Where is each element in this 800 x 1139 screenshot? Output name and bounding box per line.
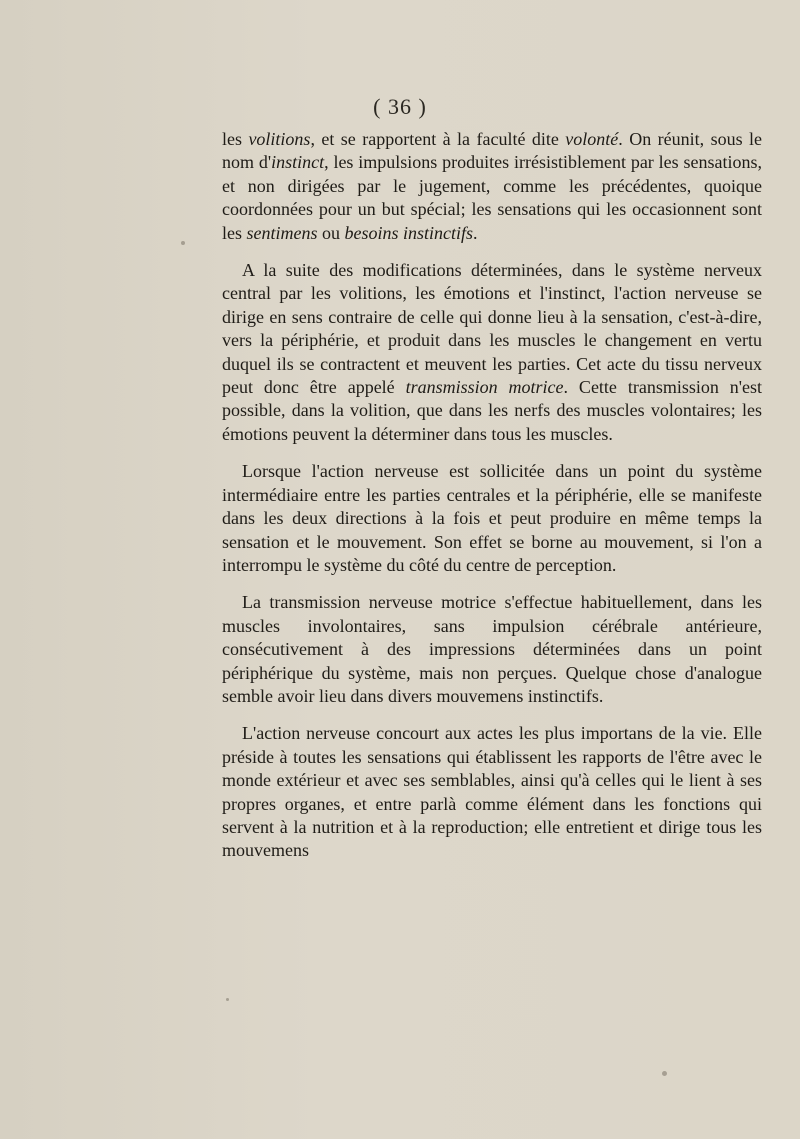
text-run: L'action nerveuse concourt aux actes les plus importans de la vie. Elle préside à toutes les sensations qui établissent les rapports de l'être avec le monde extérieur et avec ses semblables, ainsi qu'à celles qui le lient à ses propres organes, et entre parlà comme élément dans les fonctions qui servent à la nutrition et à la reproduction; elle entretient et dirige tous les mouvemens	[222, 723, 762, 861]
paragraph	[222, 259, 762, 446]
paragraph	[222, 128, 762, 245]
text-run: les	[222, 129, 249, 149]
text-run: . Cette transmission n'est possible, dans la volition, que dans les nerfs des muscles volontaires; les émotions peuvent la déterminer dans tous les muscles.	[222, 377, 762, 444]
italic-term: sentimens	[246, 222, 318, 243]
text-run: A la suite des modifications déterminées, dans le système nerveux central par les volitions, les émotions et l'instinct, l'action nerveuse se dirige en sens contraire de celle qui donne lieu à la sensation, c'est-à-dire, vers la périphérie, et produit dans les muscles le changement en vertu duquel ils se contractent et meuvent les parties. Cet acte du tissu nerveux peut donc être appelé	[222, 260, 762, 398]
paper-speck	[181, 241, 185, 245]
text-run: Lorsque l'action nerveuse est sollicitée dans un point du système intermédiaire entre les parties centrales et la périphérie, elle se manifeste dans les deux directions à la fois et peut produire en même temps la sensation et le mouvement. Son effet se borne au mouvement, si l'on a interrompu le système du côté du centre de perception.	[222, 461, 762, 575]
italic-term: volitions	[248, 129, 311, 149]
text-run: La transmission nerveuse motrice s'effectue habituellement, dans les muscles involontaires, sans impulsion cérébrale antérieure, consécutivement à des impressions déterminées dans un point périphérique du système, mais non perçues. Quelque chose d'analogue semble avoir lieu dans divers mouvemens instinctifs.	[222, 592, 762, 706]
paper-speck	[226, 998, 229, 1001]
text-run: . On réunit, sous le nom d'	[222, 129, 763, 173]
page-number: ( 36 )	[373, 94, 427, 119]
paper-speck	[662, 1071, 667, 1076]
text-run: , les impulsions produites irrésistiblement par les sensations, et non dirigées par le jugement, comme les précédentes, quoique coordonnées pour un but spécial; les sensations qui les occasionnent sont les	[222, 152, 762, 243]
italic-term: volonté	[565, 129, 619, 149]
text-run: ou	[317, 222, 345, 243]
italic-term: instinct	[271, 152, 325, 173]
body-text	[222, 128, 762, 877]
text-run: .	[473, 222, 478, 243]
paragraph	[222, 722, 762, 862]
italic-term: besoins instinctifs	[344, 222, 474, 243]
italic-term: transmission motrice	[405, 377, 564, 398]
text-run: , et se rapportent à la faculté dite	[310, 129, 566, 149]
paragraph	[222, 460, 762, 577]
paragraph	[222, 591, 762, 708]
